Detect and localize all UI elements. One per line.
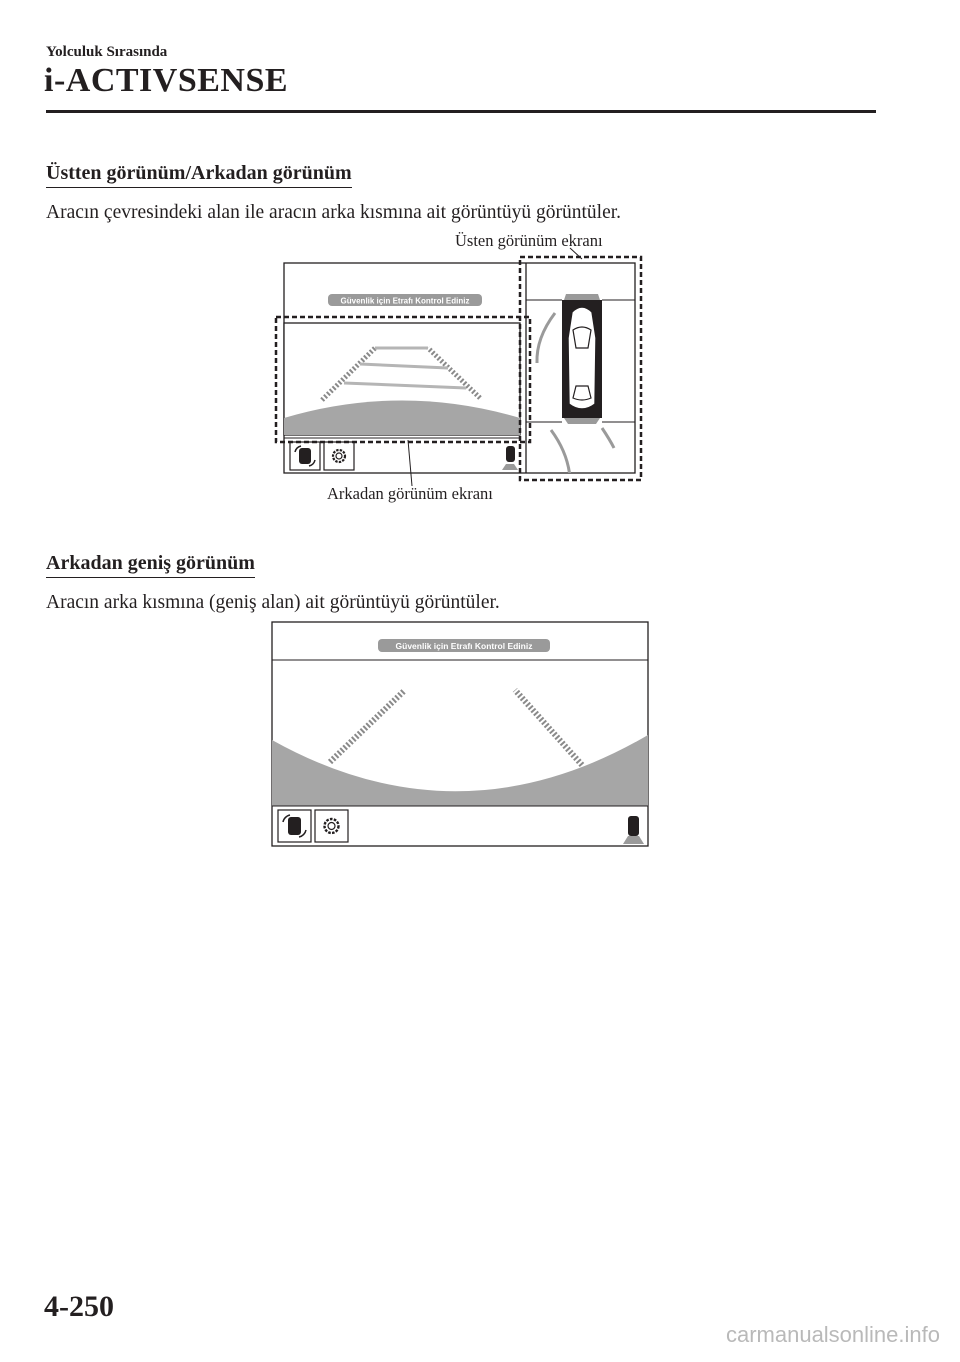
rear-view-callout: Arkadan görünüm ekranı (327, 484, 493, 503)
section-heading-top-rear-view: Üstten görünüm/Arkadan görünüm (46, 162, 352, 188)
section-label: Yolculuk Sırasında (46, 44, 168, 60)
camera-switch-icon (278, 810, 311, 842)
chapter-title: i-ACTIVSENSE (44, 62, 289, 99)
safety-banner-text: Güvenlik için Etrafı Kontrol Ediniz (340, 296, 470, 306)
gear-icon (315, 810, 348, 842)
figure-top-rear-view (270, 228, 650, 510)
safety-banner (378, 639, 550, 652)
top-view-callout: Üsten görünüm ekranı (455, 231, 603, 250)
safety-banner-text: Güvenlik için Etrafı Kontrol Ediniz (395, 641, 533, 651)
section-description-wide-rear-view: Aracın arka kısmına (geniş alan) ait görüntüyü görüntüler. (46, 592, 500, 613)
page-number: 4-250 (44, 1290, 114, 1323)
gear-icon (324, 442, 354, 470)
watermark: carmanualsonline.info (725, 1322, 940, 1347)
rear-view-screen (284, 323, 520, 435)
figure-wide-rear-view (270, 620, 650, 848)
section-description-top-rear-view: Aracın çevresindeki alan ile aracın arka kısmına ait görüntüyü görüntüler. (46, 202, 622, 223)
section-heading-wide-rear-view: Arkadan geniş görünüm (46, 552, 255, 578)
car-top-down-icon (565, 307, 599, 409)
camera-switch-icon (290, 442, 320, 470)
title-rule (46, 110, 876, 113)
safety-banner (328, 294, 482, 306)
